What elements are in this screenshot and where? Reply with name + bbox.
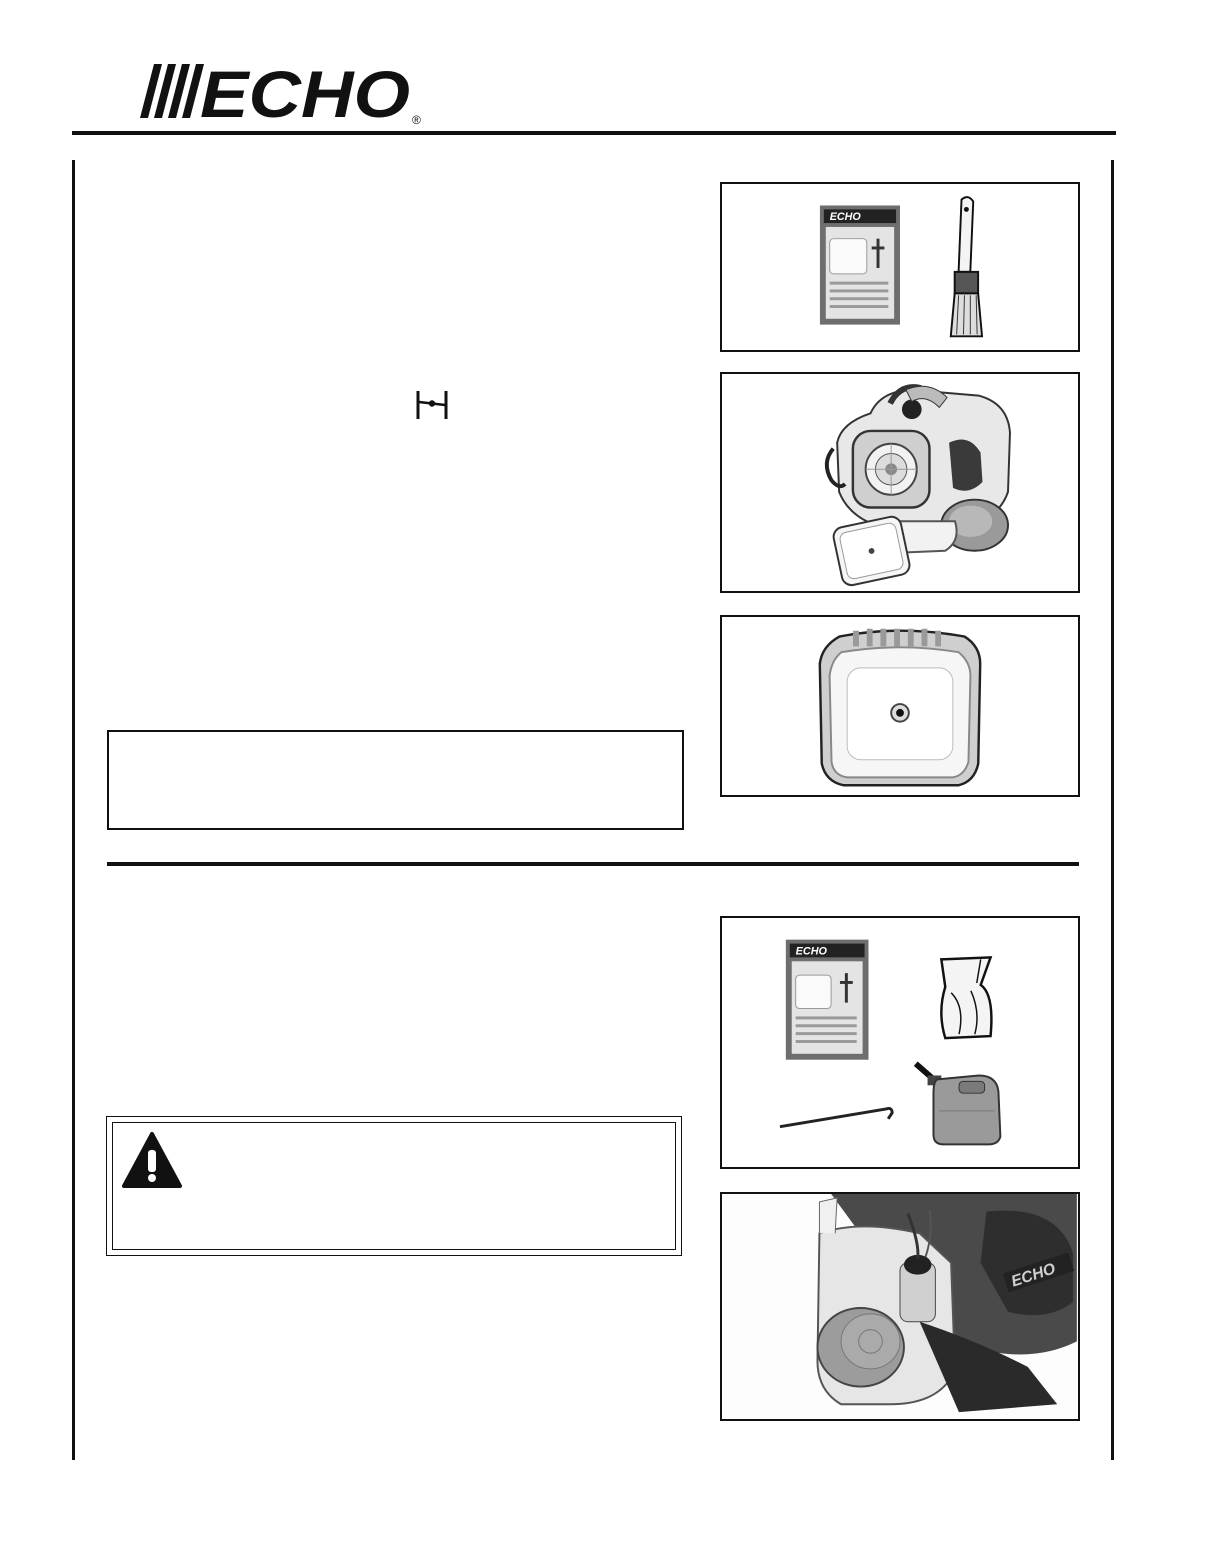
wire-hook-image bbox=[780, 1108, 892, 1126]
paint-brush-image bbox=[951, 197, 982, 336]
registered-mark: ® bbox=[412, 113, 421, 126]
air-filter-in-cover-image bbox=[820, 629, 980, 785]
section-rule bbox=[107, 862, 1079, 866]
svg-text:ECHO: ECHO bbox=[1009, 1260, 1058, 1291]
warning-triangle-icon bbox=[121, 1131, 183, 1189]
figure-fuel-tank-closeup bbox=[720, 1192, 1080, 1421]
filter-package-image bbox=[820, 205, 900, 324]
idle-adjust-icon bbox=[416, 390, 448, 420]
svg-text:ECHO: ECHO bbox=[829, 211, 861, 224]
figure-air-filter-in-cover bbox=[720, 615, 1080, 797]
svg-text:ECHO: ECHO bbox=[795, 945, 827, 958]
warning-box-inner bbox=[112, 1122, 676, 1250]
warning-box bbox=[106, 1116, 682, 1256]
note-box bbox=[107, 730, 684, 830]
header-rule bbox=[72, 131, 1116, 135]
logo-wordmark: ECHO bbox=[200, 62, 410, 126]
fuel-tank-image bbox=[723, 1194, 1077, 1419]
air-filter-image bbox=[832, 515, 911, 587]
rag-image bbox=[941, 957, 991, 1038]
figure-filter-kit-and-brush bbox=[720, 182, 1080, 352]
fuel-cap-image bbox=[817, 1308, 903, 1387]
echo-logo bbox=[140, 62, 430, 126]
filter-package-image bbox=[786, 940, 869, 1060]
left-margin-line bbox=[72, 160, 75, 1460]
figure-fuel-filter-kit-and-tools bbox=[720, 916, 1080, 1169]
figure-engine-with-filter-removed bbox=[720, 372, 1080, 593]
right-margin-line bbox=[1111, 160, 1114, 1460]
fuel-can-image bbox=[916, 1064, 1001, 1145]
